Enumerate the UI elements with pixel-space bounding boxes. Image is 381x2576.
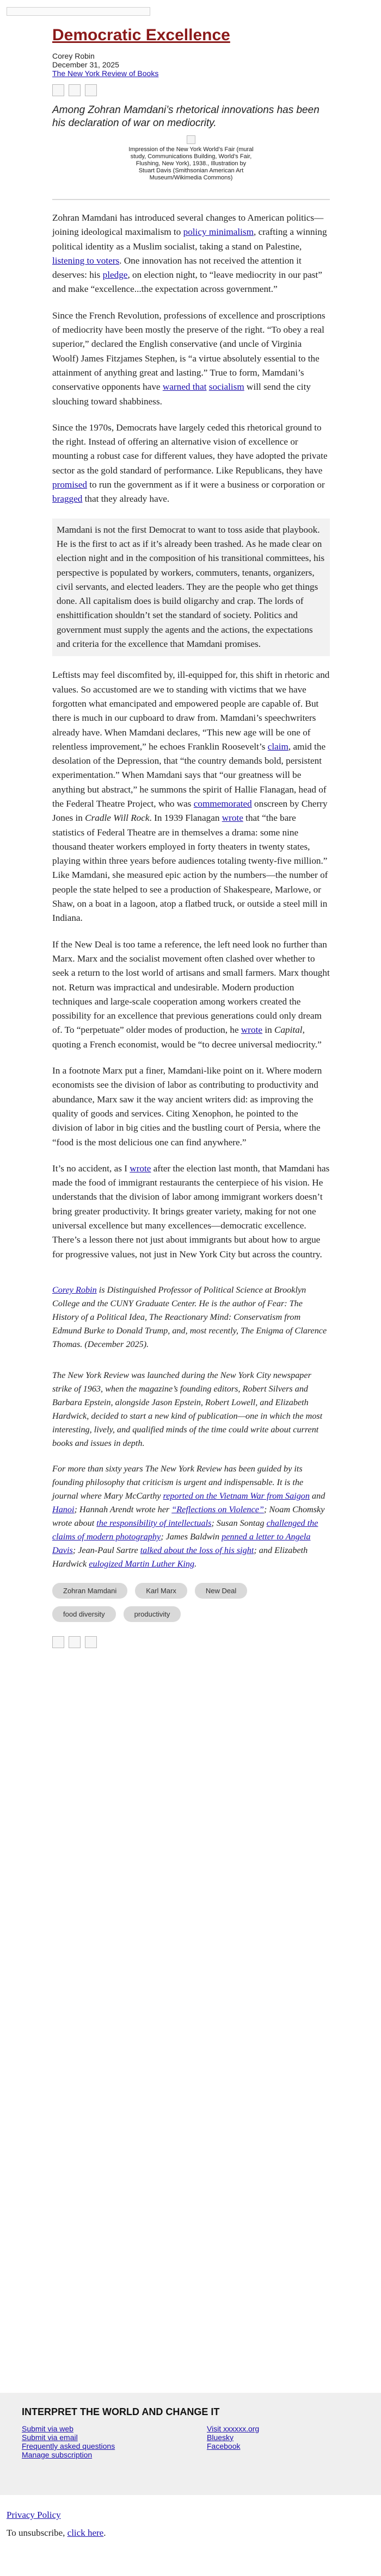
broken-image-icon — [187, 135, 195, 144]
inline-link[interactable]: the responsibility of intellectuals — [96, 1518, 212, 1528]
share-twitter-icon[interactable] — [69, 84, 81, 96]
author-name: Corey Robin — [52, 52, 95, 60]
share-icons-bottom — [52, 1636, 330, 1648]
footer-links-right — [207, 2424, 259, 2450]
footer-heading: INTERPRET THE WORLD AND CHANGE IT — [22, 2406, 220, 2417]
paragraph-6: If the New Deal is too tame a reference, the left need look no further than Marx. Marx and the socialist movement often clashed over whether to seek a return to the lost world of artisans and small farmers. Marx thought not. Return was impractical and undesirable. Modern production techniques and large-scale cooperation among workers created the possibility for an excellence that previous generations could only dream of. To “perpetuate” older modes of production, he wrote in Capital, quoting a French economist, would be “to decree universal mediocrity.” — [52, 939, 330, 1050]
submit-web-link[interactable]: Submit via web — [22, 2424, 73, 2433]
byline-block — [52, 52, 330, 78]
inline-link[interactable]: commemorated — [193, 798, 252, 809]
paragraph-2: Since the French Revolution, professions of excellence and proscriptions of mediocrity have been mostly the preserve of the right. “To obey a real superior,” declared the English conservative (and uncle of Virginia Woolf) James Fitzjames Stephen, is “a virtue absolutely essential to the attainment of anything great and lasting.” True to form, Mamdani’s conservative opponents have warned that socialism will send the city slouching toward shabbiness. — [52, 310, 325, 407]
share-facebook-icon[interactable] — [52, 84, 64, 96]
browser-preview-bar — [7, 7, 150, 16]
about-nyrb — [52, 1369, 330, 1571]
inline-link[interactable]: claim — [267, 741, 288, 752]
author-bio: Corey Robin is Distinguished Professor of Political Science at Brooklyn College and the CUNY Graduate Center. He is the author of Fear: The History of a Political Idea, The Reactionary Mind: Conservatism from Edmund Burke to Donald Trump, and, most recently, The Enigma of Clarence Thomas. (December 2025). — [52, 1284, 327, 1349]
visit-site-link[interactable]: Visit xxxxxx.org — [207, 2424, 260, 2433]
privacy-policy-link[interactable]: Privacy Policy — [7, 2510, 61, 2520]
author-link[interactable]: Corey Robin — [52, 1284, 97, 1295]
unsubscribe-link[interactable]: click here — [67, 2528, 104, 2538]
share-facebook-icon[interactable] — [52, 1636, 64, 1648]
topic-tags — [52, 1583, 292, 1622]
share-icons — [52, 84, 330, 96]
share-twitter-icon[interactable] — [69, 1636, 81, 1648]
inline-link[interactable]: talked about the loss of his sight — [140, 1545, 254, 1555]
share-email-icon[interactable] — [85, 1636, 97, 1648]
article-figure — [128, 135, 254, 182]
tag-food-diversity[interactable]: food diversity — [52, 1606, 116, 1622]
inline-link[interactable]: challenged the claims of modern photography — [52, 1518, 318, 1542]
figure-caption: Impression of the New York World’s Fair (mural study, Communications Building, World’s Fair, Flushing, New York), 1938., Illustration by Stuart Davis (Smithsonian American Art Museum/Wikimedia Commons) — [128, 146, 254, 181]
inline-link[interactable]: reported on the Vietnam War from Saigon — [163, 1490, 310, 1501]
submit-email-link[interactable]: Submit via email — [22, 2433, 78, 2442]
manage-subscription-link[interactable]: Manage subscription — [22, 2450, 93, 2459]
tag-new-deal[interactable]: New Deal — [195, 1583, 247, 1599]
unsubscribe-line: To unsubscribe, click here. — [7, 2528, 106, 2538]
inline-link[interactable]: promised — [52, 479, 87, 490]
faq-link[interactable]: Frequently asked questions — [22, 2442, 115, 2450]
inline-link[interactable]: socialism — [208, 382, 244, 392]
share-email-icon[interactable] — [85, 84, 97, 96]
inline-link[interactable]: warned that — [162, 382, 207, 392]
inline-link[interactable]: penned a letter to Angela Davis — [52, 1531, 311, 1555]
bluesky-link[interactable]: Bluesky — [207, 2433, 234, 2442]
inline-link[interactable]: bragged — [52, 494, 83, 504]
about-paragraph-1: The New York Review was launched during the New York City newspaper strike of 1963, when the magazine’s founding editors, Robert Silvers and Barbara Epstein, alongside Jason Epstein, Robert Lowell, and Elizabeth Hardwick, decided to start a new kind of publication—one in which the most interesting, lively, and qualified minds of the time could write about current books and issues in depth. — [52, 1370, 323, 1448]
footer-links-left — [22, 2424, 115, 2459]
article-body — [52, 211, 330, 1262]
inline-link[interactable]: pledge — [102, 270, 128, 280]
divider — [52, 199, 330, 200]
paragraph-7: In a footnote Marx put a finer, Mamdani-like point on it. Where modern economists see the division of labor as contributing to productivity and abundance, Marx saw it the way ancient writers did: as improving the quality of goods and services. Citing Xenophon, he pointed to the division of labor in big cities and the bustling court of Persia, where the “food is the most delicious one can find anywhere.” — [52, 1065, 322, 1147]
inline-link[interactable]: policy minimalism — [183, 227, 254, 238]
article-dek: Among Zohran Mamdani’s rhetorical innovations has been his declaration of war on mediocrity. — [52, 104, 319, 129]
inline-link[interactable]: listening to voters — [52, 255, 120, 266]
paragraph-4: Mamdani is not the first Democrat to want to toss aside that playbook. He is the first to act as if it’s already been trashed. As he made clear on election night and in the composition of his transitional committees, his perspective is populated by workers, commuters, tenants, organizers, civil servants, and elected leaders. They are the people who get things done. All capitalism does is build oligarchy and crap. The lords of enshittification shouldn’t set the standard of society. Politics and government must supply the agents and the actions, the expectations and criteria for the excellence that Mamdani promises. — [57, 524, 325, 650]
paragraph-5: Leftists may feel discomfited by, ill-equipped for, this shift in rhetoric and values. So accustomed are we to standing with victims that we have forgotten what emancipated and empowered people are capable of. But there is much in our cupboard to draw from. Mamdani’s speechwriters already have. When Mamdani declares, “This new age will be one of relentless improvement,” he echoes Franklin Roosevelt’s claim, amid the desolation of the Depression, that “the country demands bold, persistent experimentation.” When Mamdani says that “our greatness will be anything but abstract,” he summons the spirit of Hallie Flanagan, head of the Federal Theatre Project, who was commemorated onscreen by Cherry Jones in Cradle Will Rock. In 1939 Flanagan wrote that “the bare statistics of Federal Theatre are in themselves a drama: some nine thousand theater workers employed in forty theaters in twenty states, playing within three years before audiences totaling twenty-five million.” Like Mamdani, she measured epic action by the numbers—the number of people the state helped to see a production of Shakespeare, Marlowe, or Shaw, on a boat in a lagoon, atop a flatbed truck, or outside a steel mill in Indiana. — [52, 670, 330, 924]
tag-productivity[interactable]: productivity — [124, 1606, 181, 1622]
inline-link[interactable]: wrote — [222, 813, 243, 824]
about-paragraph-2: For more than sixty years The New York Review has been guided by its founding philosophy that criticism is urgent and indispensable. It is the journal where Mary McCarthy reported on the Vietnam War from Saigon and Hanoi; Hannah Arendt wrote her “Reflections on Violence”; Noam Chomsky wrote about the responsibility of intellectuals; Susan Sontag challenged the claims of modern photography; James Baldwin penned a letter to Angela Davis; Jean-Paul Sartre talked about the loss of his sight; and Elizabeth Hardwick eulogized Martin Luther King. — [52, 1463, 325, 1569]
inline-link[interactable]: Hanoi — [52, 1504, 75, 1514]
article — [52, 26, 330, 1648]
facebook-link[interactable]: Facebook — [207, 2442, 241, 2450]
tag-karl-marx[interactable]: Karl Marx — [135, 1583, 187, 1599]
paragraph-3: Since the 1970s, Democrats have largely ceded this rhetorical ground to the right. Instead of offering an alternative vision of excellence or mounting a robust case for different values, they have adopted the private sector as the gold standard of performance. Like Republicans, they have promised to run the government as if it were a business or corporation or bragged that they already have. — [52, 422, 328, 504]
highlighted-paragraph — [52, 519, 330, 657]
tag-zohran-mamdani[interactable]: Zohran Mamdani — [52, 1583, 127, 1599]
paragraph-1: Zohran Mamdani has introduced several changes to American politics—joining ideological maximalism to policy minimalism, crafting a winning political identity as a Muslim socialist, taking a stand on Palestine, listening to voters. One innovation has not received the attention it deserves: his pledge, on election night, to “leave mediocrity in our past” and make “excellence...the expectation across government.” — [52, 213, 327, 295]
inline-link[interactable]: “Reflections on Violence” — [171, 1504, 264, 1514]
inline-link[interactable]: wrote — [130, 1163, 151, 1174]
publish-date: December 31, 2025 — [52, 60, 119, 69]
article-title[interactable]: Democratic Excellence — [52, 26, 230, 44]
inline-link[interactable]: eulogized Martin Luther King — [89, 1558, 195, 1569]
publication-link[interactable]: The New York Review of Books — [52, 69, 159, 78]
paragraph-8: It’s no accident, as I wrote after the election last month, that Mamdani has made the food of immigrant restaurants the centerpiece of his vision. He understands that the division of labor among immigrant workers doesn’t bring greater productivity. It brings greater variety, making for not one universal excellence but many excellences—democratic excellence. There’s a lesson there not just about immigrants but about how to argue for progressive values, not just in New York City but across the country. — [52, 1163, 330, 1259]
inline-link[interactable]: wrote — [241, 1025, 263, 1036]
newsletter-footer — [0, 2393, 381, 2495]
